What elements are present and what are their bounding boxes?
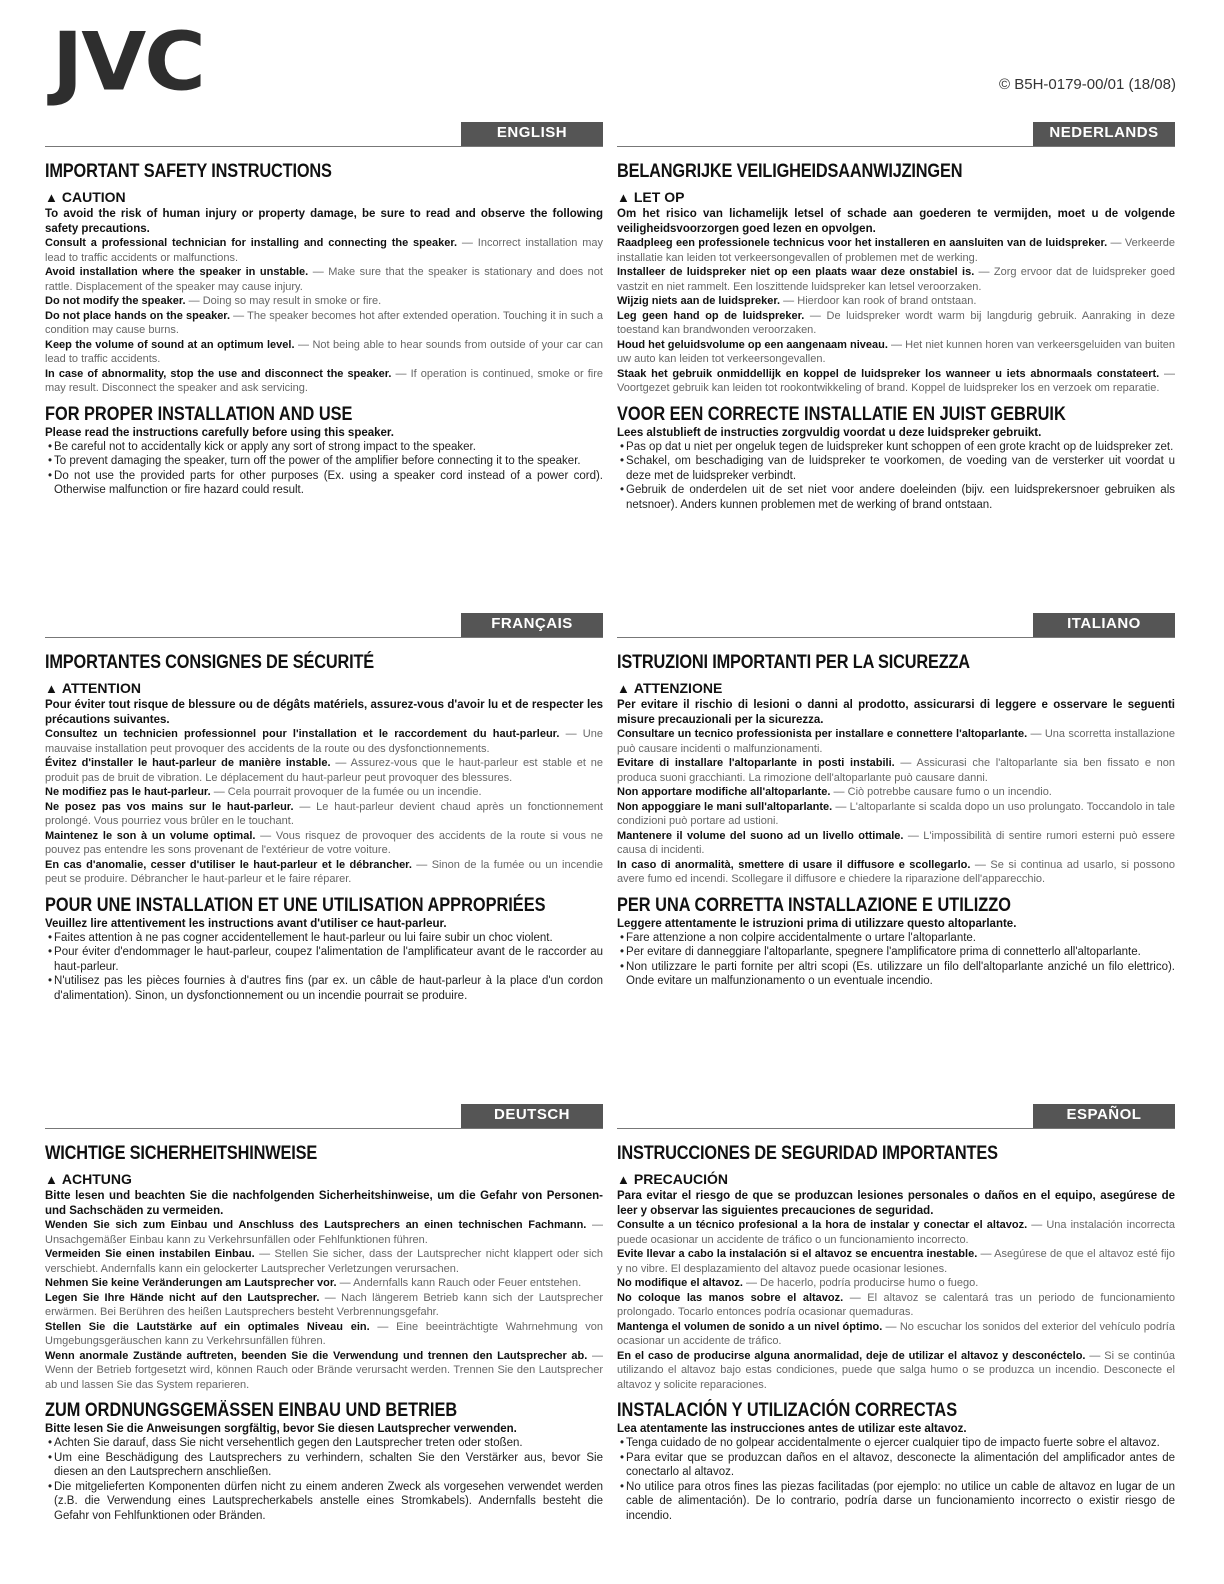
precaution-heading: Leg geen hand op de luidspreker. [617, 309, 805, 322]
caution-intro: Per evitare il rischio di lesioni o danni al prodotto, assicurarsi di leggere e osservare le seguenti misure precauzionali per la sicurezza. [617, 699, 1175, 726]
language-label: ESPAÑOL [1033, 1104, 1175, 1128]
precaution-heading: Ne modifiez pas le haut-parleur. [45, 786, 211, 798]
usage-bullet: • Die mitgelieferten Komponenten dürfen nicht zu einem anderen Zweck als vorgesehen verwendet werden (z.B. die Verwendung eines Lautsprecherkabels anstelle eines Stromkabels). Andernfalls besteht die Gefahr von Fehlfunktionen oder Bränden. [45, 1480, 603, 1524]
section-english [45, 122, 603, 498]
usage-bullet: • Tenga cuidado de no golpear accidentalmente o ejercer cualquier tipo de impacto fuerte sobre el altavoz. [617, 1436, 1175, 1451]
precaution-item: Evite llevar a cabo la instalación si el altavoz se encuentra inestable. — Asegúrese de que el altavoz esté fijo y no vibre. El desplazamiento del altavoz puede ocasionar lesiones. [617, 1248, 1175, 1275]
precaution-heading: Nehmen Sie keine Veränderungen am Lautsprecher vor. [45, 1277, 337, 1289]
precaution-item: Consult a professional technician for installing and connecting the speaker. — Incorrect installation may lead to traffic accidents or malfunctions. [45, 237, 603, 264]
usage-bullet: • Be careful not to accidentally kick or apply any sort of strong impact to the speaker. [45, 440, 603, 455]
language-header [45, 1104, 603, 1129]
language-header [617, 1104, 1175, 1129]
precaution-heading: No modifique el altavoz. [617, 1277, 743, 1289]
precaution-text: Make sure that the speaker is stationary and does not rattle. Displacement of the speaker may cause injury. [45, 266, 603, 293]
caution-label: CAUTION [61, 189, 126, 205]
precaution-heading: Staak het gebruik onmiddellijk en koppel de luidspreker los wanneer u iets abnormaals constateert. [617, 367, 1160, 380]
warning-icon: ▲ [617, 681, 630, 696]
usage-bullet: • Fare attenzione a non colpire accidentalmente o urtare l'altoparlante. [617, 931, 1175, 946]
warning-icon: ▲ [617, 190, 630, 205]
precaution-item: In case of abnormality, stop the use and disconnect the speaker. — If operation is continued, smoke or fire may result. Disconnect the speaker and ask servicing. [45, 367, 603, 394]
section-deutsch [45, 1104, 603, 1523]
precaution-item: Maintenez le son à un volume optimal. — Vous risquez de provoquer des accidents de la route si vous ne pouvez pas entendre les sons provenant de l'extérieur de votre voiture. [45, 829, 603, 856]
caution-intro: Para evitar el riesgo de que se produzcan lesiones personales o daños en el equipo, asegúrese de leer y observar las siguientes precauciones de seguridad. [617, 1190, 1175, 1217]
caution-label: PRECAUCIÓN [633, 1171, 728, 1187]
precaution-item: Leg geen hand op de luidspreker. — De luidspreker wordt warm bij langdurig gebruik. Aanraking in deze toestand kan brandwonden veroorzaken. [617, 309, 1175, 336]
precaution-heading: En cas d'anomalie, cesser d'utiliser le haut-parleur et le débrancher. [45, 858, 412, 871]
precaution-heading: No coloque las manos sobre el altavoz. [617, 1291, 844, 1304]
precaution-heading: Ne posez pas vos mains sur le haut-parleur. [45, 800, 294, 813]
precaution-text: De luidspreker wordt warm bij langdurig gebruik. Aanraking in deze toestand kan brandwonden veroorzaken. [617, 309, 1175, 336]
precaution-text: Si se continúa utilizando el altavoz bajo estas condiciones, puede que salga humo o se produzca un incendio. Desconecte el altavoz y solicite reparaciones. [617, 1349, 1175, 1391]
caution-label: LET OP [633, 189, 685, 205]
precaution-text: Wenn der Betrieb fortgesetzt wird, können Rauch oder Brände verursacht werden. Trennen Sie den Lautsprecher ab und lassen Sie das System reparieren. [45, 1364, 603, 1391]
usage-intro: Lea atentamente las instrucciones antes de utilizar este altavoz. [617, 1423, 967, 1435]
precaution-item: Vermeiden Sie einen instabilen Einbau. — Stellen Sie sicher, dass der Lautsprecher nicht klappert oder sich verschiebt. Andernfalls kann ein gelockerter Lautsprecher Verletzungen verursachen. [45, 1248, 603, 1275]
caution-intro: To avoid the risk of human injury or property damage, be sure to read and observe the following safety precautions. [45, 208, 603, 235]
language-label: NEDERLANDS [1033, 122, 1175, 146]
language-label: FRANÇAIS [461, 613, 603, 637]
warning-icon: ▲ [45, 190, 58, 205]
section-italiano [617, 613, 1175, 989]
precaution-item: Non appoggiare le mani sull'altoparlante. — L'altoparlante si scalda dopo un uso prolungato. Toccandolo in tale condizioni può portare ad ustioni. [617, 800, 1175, 827]
precaution-text: Andernfalls kann Rauch oder Feuer entstehen. [353, 1277, 582, 1289]
warning-icon: ▲ [45, 1172, 58, 1187]
precaution-text: Asegúrese de que el altavoz esté fijo y no vibre. El desplazamiento del altavoz puede ocasionar lesiones. [617, 1248, 1175, 1275]
precaution-heading: Non appoggiare le mani sull'altoparlante. [617, 800, 833, 813]
precaution-item: Ne modifiez pas le haut-parleur. — Cela pourrait provoquer de la fumée ou un incendie. [45, 786, 482, 798]
precaution-item: Legen Sie Ihre Hände nicht auf den Lautsprecher. — Nach längerem Betrieb kann sich der Lautsprecher erwärmen. Bei Berühren des heißen Lautsprechers besteht Verbrennungsgefahr. [45, 1291, 603, 1318]
precaution-item: Avoid installation where the speaker in unstable. — Make sure that the speaker is stationary and does not rattle. Displacement of the speaker may cause injury. [45, 266, 603, 293]
precaution-heading: Maintenez le son à un volume optimal. [45, 829, 256, 842]
precaution-text: Unsachgemäßer Einbau kann zu Verkehrsunfällen oder Fehlfunktionen führen. [45, 1233, 428, 1246]
precaution-text: Assicurasi che l'altoparlante sia ben fissato e non produca suoni gracchianti. La rimozione dell'altoparlante può causare danni. [617, 757, 1175, 784]
precaution-heading: Stellen Sie die Lautstärke auf ein optimales Niveau ein. [45, 1320, 370, 1333]
usage-bullet: • Do not use the provided parts for other purposes (Ex. using a speaker cord instead of a power cord). Otherwise malfunction or fire hazard could result. [45, 469, 603, 498]
section-nederlands [617, 122, 1175, 512]
precaution-text: Nach längerem Betrieb kann sich der Lautsprecher erwärmen. Bei Berühren des heißen Lautsprechers besteht Verbrennungsgefahr. [45, 1291, 603, 1318]
precaution-heading: Consultez un technicien professionnel pour l'installation et le raccordement du haut-parleur. [45, 728, 560, 740]
usage-bullet: • Achten Sie darauf, dass Sie nicht versehentlich gegen den Lautsprecher treten oder stoßen. [45, 1436, 603, 1451]
precaution-item: Stellen Sie die Lautstärke auf ein optimales Niveau ein. — Eine beeinträchtigte Wahrnehmung von Umgebungsgeräuschen kann zu Verkehrsunfällen führen. [45, 1320, 603, 1347]
caution-heading [45, 680, 603, 696]
precaution-heading: Evite llevar a cabo la instalación si el altavoz se encuentra inestable. [617, 1248, 978, 1260]
caution-heading [617, 1171, 1175, 1187]
precaution-heading: En el caso de producirse alguna anormalidad, deje de utilizar el altavoz y desconéctelo. [617, 1349, 1086, 1362]
section-subtitle: VOOR EEN CORRECTE INSTALLATIE EN JUIST GEBRUIK [617, 403, 1066, 425]
precaution-item: En el caso de producirse alguna anormalidad, deje de utilizar el altavoz y desconéctelo. — Si se continúa utilizando el altavoz bajo estas condiciones, puede que salga humo o se produzca un incendio. Desconecte el altavoz y solicite reparaciones. [617, 1349, 1175, 1391]
section-francais [45, 613, 603, 1003]
precaution-item: Ne posez pas vos mains sur le haut-parleur. — Le haut-parleur devient chaud après un fonctionnement prolongé. Vous pourriez vous brûler en le touchant. [45, 800, 603, 827]
precaution-item: En cas d'anomalie, cesser d'utiliser le haut-parleur et le débrancher. — Sinon de la fumée ou un incendie peut se produire. Débrancher le haut-parleur et le faire réparer. [45, 858, 603, 885]
usage-bullet: • N'utilisez pas les pièces fournies à d'autres fins (par ex. un câble de haut-parleur à la place d'un cordon d'alimentation). Sinon, un dysfonctionnement ou un incendie pourrait se produire. [45, 974, 603, 1003]
language-header [45, 122, 603, 147]
precaution-item: Consultare un tecnico professionista per installare e connettere l'altoparlante. — Una scorretta installazione può causare incidenti o malfunzionamenti. [617, 728, 1176, 755]
precaution-heading: Installeer de luidspreker niet op een plaats waar deze onstabiel is. [617, 266, 975, 278]
usage-list [617, 440, 1175, 513]
precaution-item: Do not modify the speaker. — Doing so may result in smoke or fire. [45, 295, 382, 307]
language-header [617, 122, 1175, 147]
caution-heading [45, 189, 603, 205]
precaution-text: Hierdoor kan rook of brand ontstaan. [797, 295, 977, 307]
usage-list [617, 931, 1175, 989]
usage-list [45, 931, 603, 1004]
usage-intro: Lees alstublieft de instructies zorgvuldig voordat u deze luidspreker gebruikt. [617, 426, 1042, 439]
precaution-heading: Keep the volume of sound at an optimum level. [45, 338, 295, 351]
precaution-item: Mantenere il volume del suono ad un livello ottimale. — L'impossibilità di sentire rumori esterni può essere causa di incidenti. [617, 829, 1175, 856]
usage-bullet: • Non utilizzare le parti fornite per altri scopi (Es. utilizzare un filo dell'altoparlante anziché un filo elettrico). Onde evitare un malfunzionamento o un eventuale incendio. [617, 960, 1175, 989]
precaution-item: Keep the volume of sound at an optimum level. — Not being able to hear sounds from outside of your car can lead to traffic accidents. [45, 338, 603, 365]
precaution-heading: Wijzig niets aan de luidspreker. [617, 295, 781, 307]
section-title: WICHTIGE SICHERHEITSHINWEISE [45, 1143, 318, 1164]
precaution-heading: Wenn anormale Zustände auftreten, beenden Sie die Verwendung und trennen den Lautsprecher ab. [45, 1349, 588, 1362]
usage-bullet: • Schakel, om beschadiging van de luidspreker te voorkomen, de voeding van de versterker uit voordat u deze met de luidspreker verbindt. [617, 454, 1175, 483]
precaution-text: Voortgezet gebruik kan leiden tot rookontwikkeling of brand. Koppel de luidspreker los en verzoek om reparatie. [617, 382, 1160, 394]
precaution-heading: In case of abnormality, stop the use and disconnect the speaker. [45, 367, 392, 380]
precaution-text: Not being able to hear sounds from outside of your car can lead to traffic accidents. [45, 338, 603, 365]
language-label: ITALIANO [1033, 613, 1175, 637]
precaution-text: De hacerlo, podría producirse humo o fuego. [760, 1277, 979, 1289]
section-title: ISTRUZIONI IMPORTANTI PER LA SICUREZZA [617, 652, 970, 673]
usage-intro: Leggere attentamente le istruzioni prima di utilizzare questo altoparlante. [617, 917, 1017, 930]
precaution-text: Het niet kunnen horen van verkeersgeluiden van buiten uw auto kan leiden tot verkeersongevallen. [617, 338, 1175, 365]
precaution-heading: Vermeiden Sie einen instabilen Einbau. [45, 1248, 255, 1260]
precaution-heading: In caso di anormalità, smettere di usare il diffusore e scollegarlo. [617, 858, 971, 871]
precaution-item: Évitez d'installer le haut-parleur de manière instable. — Assurez-vous que le haut-parleur est stable et ne produit pas de bruit de vibration. Le déplacement du haut-parleur peut provoquer des blessures. [45, 757, 603, 784]
precaution-text: Le haut-parleur devient chaud après un fonctionnement prolongé. Vous pourriez vous brûler en le touchant. [45, 800, 603, 827]
precaution-text: Se si continua ad usarlo, si possono avere fumo ed incendi. Scollegare il diffusore e chiedere la riparazione dell'apparecchio. [617, 858, 1175, 885]
precaution-item: Non apportare modifiche all'altoparlante. — Ciò potrebbe causare fumo o un incendio. [617, 786, 1052, 798]
precaution-item: Wijzig niets aan de luidspreker. — Hierdoor kan rook of brand ontstaan. [617, 295, 977, 307]
precaution-item: No modifique el altavoz. — De hacerlo, podría producirse humo o fuego. [617, 1277, 979, 1289]
precaution-heading: Avoid installation where the speaker in unstable. [45, 266, 309, 278]
section-espanol [617, 1104, 1175, 1523]
precaution-item: Consulte a un técnico profesional a la hora de instalar y conectar el altavoz. — Una instalación incorrecta puede ocasionar un accidente de tráfico o un funcionamiento incorrecto. [617, 1219, 1175, 1246]
section-title: BELANGRIJKE VEILIGHEIDSAANWIJZINGEN [617, 161, 963, 182]
precaution-text: Ciò potrebbe causare fumo o un incendio. [847, 786, 1052, 798]
jvc-logo: JVC [52, 15, 204, 109]
caution-intro: Bitte lesen und beachten Sie die nachfolgenden Sicherheitshinweise, um die Gefahr von Personen- und Sachschäden zu vermeiden. [45, 1190, 603, 1217]
precaution-heading: Wenden Sie sich zum Einbau und Anschluss des Lautsprechers an einen technischen Fachmann. [45, 1219, 587, 1231]
precaution-item: Evitare di installare l'altoparlante in posti instabili. — Assicurasi che l'altoparlante sia ben fissato e non produca suoni gracchianti. La rimozione dell'altoparlante può causare danni. [617, 757, 1175, 784]
precaution-heading: Do not place hands on the speaker. [45, 309, 231, 322]
precaution-item: Wenden Sie sich zum Einbau und Anschluss des Lautsprechers an einen technischen Fachmann. — Unsachgemäßer Einbau kann zu Verkehrsunfällen oder Fehlfunktionen führen. [45, 1219, 603, 1246]
precaution-heading: Consulte a un técnico profesional a la hora de instalar y conectar el altavoz. [617, 1219, 1028, 1231]
precaution-text: Assurez-vous que le haut-parleur est stable et ne produit pas de bruit de vibration. Le déplacement du haut-parleur peut provoquer des blessures. [45, 757, 603, 784]
caution-label: ACHTUNG [61, 1171, 132, 1187]
precaution-text: Stellen Sie sicher, dass der Lautsprecher nicht klappert oder sich verschiebt. Andernfalls kann ein gelockerter Lautsprecher Verletzungen verursachen. [45, 1248, 603, 1275]
precaution-text: Sinon de la fumée ou un incendie peut se produire. Débrancher le haut-parleur et le faire réparer. [45, 858, 603, 885]
section-title: IMPORTANTES CONSIGNES DE SÉCURITÉ [45, 652, 375, 673]
precaution-heading: Évitez d'installer le haut-parleur de manière instable. [45, 757, 331, 769]
precaution-text: Eine beeinträchtigte Wahrnehmung von Umgebungsgeräuschen kann zu Verkehrsunfällen führen. [45, 1320, 603, 1347]
precaution-text: El altavoz se calentará tras un periodo de funcionamiento prolongado. Tocarlo entonces podría ocasionar quemaduras. [617, 1291, 1176, 1318]
precaution-item: Houd het geluidsvolume op een aangenaam niveau. — Het niet kunnen horen van verkeersgeluiden van buiten uw auto kan leiden tot verkeersongevallen. [617, 338, 1175, 365]
precaution-item: Staak het gebruik onmiddellijk en koppel de luidspreker los wanneer u iets abnormaals constateert. — Voortgezet gebruik kan leiden tot rookontwikkeling of brand. Koppel de luidspreker los en verzoek om reparatie. [617, 367, 1175, 394]
precaution-item: In caso di anormalità, smettere di usare il diffusore e scollegarlo. — Se si continua ad usarlo, si possono avere fumo ed incendi. Scollegare il diffusore e chiedere la riparazione dell'apparecchio. [617, 858, 1175, 885]
precaution-heading: Evitare di installare l'altoparlante in posti instabili. [617, 757, 895, 769]
precaution-item: Wenn anormale Zustände auftreten, beenden Sie die Verwendung und trennen den Lautsprecher ab. — Wenn der Betrieb fortgesetzt wird, können Rauch oder Brände verursacht werden. Trennen Sie den Lautsprecher ab und lassen Sie das System reparieren. [45, 1349, 603, 1391]
caution-label: ATTENZIONE [633, 680, 723, 696]
usage-bullet: • No utilice para otros fines las piezas facilitadas (por ejemplo: no utilice un cable de altavoz en lugar de un cable de alimentación). De lo contrario, podría darse un funcionamiento incorrecto o existir riesgo de incendio. [617, 1480, 1175, 1524]
precaution-text: Vous risquez de provoquer des accidents de la route si vous ne pouvez pas entendre les sons provenant de l'extérieur de votre voiture. [45, 829, 603, 856]
section-subtitle: ZUM ORDNUNGSGEMÄSSEN EINBAU UND BETRIEB [45, 1400, 458, 1421]
precaution-text: No escuchar los sonidos del exterior del vehículo podría ocasionar un accidente de tráfico. [617, 1320, 1175, 1347]
precaution-text: Una instalación incorrecta puede ocasionar un accidente de tráfico o un funcionamiento incorrecto. [617, 1219, 1175, 1246]
usage-bullet: • Pas op dat u niet per ongeluk tegen de luidspreker kunt schoppen of een grote kracht op de luidspreker zet. [617, 440, 1175, 455]
precaution-text: Zorg ervoor dat de luidspreker goed vastzit en niet rammelt. Een loszittende luidspreker kan letsel veroorzaken. [617, 266, 1175, 293]
usage-bullet: • Pour éviter d'endommager le haut-parleur, coupez l'alimentation de l'amplificateur avant de le raccorder au haut-parleur. [45, 945, 603, 974]
caution-heading [617, 680, 1175, 696]
usage-list [617, 1436, 1175, 1523]
section-subtitle: POUR UNE INSTALLATION ET UNE UTILISATION APPROPRIÉES [45, 894, 546, 916]
caution-heading [45, 1171, 603, 1187]
precaution-text: Una scorretta installazione può causare incidenti o malfunzionamenti. [617, 728, 1176, 755]
precaution-text: L'impossibilità di sentire rumori esterni può essere causa di incidenti. [617, 829, 1175, 856]
precaution-heading: Non apportare modifiche all'altoparlante. [617, 786, 831, 798]
precaution-heading: Mantenga el volumen de sonido a un nivel óptimo. [617, 1320, 883, 1333]
usage-bullet: • To prevent damaging the speaker, turn off the power of the amplifier before connecting it to the speaker. [45, 454, 603, 469]
precaution-text: Verkeerde installatie kan leiden tot verkeersongevallen of problemen met de werking. [617, 237, 1175, 264]
precaution-item: Consultez un technicien professionnel pour l'installation et le raccordement du haut-parleur. — Une mauvaise installation peut provoquer des accidents de la route ou des dysfonctionnements. [45, 728, 603, 755]
language-label: ENGLISH [461, 122, 603, 146]
usage-list [45, 1436, 603, 1523]
usage-bullet: • Faites attention à ne pas cogner accidentellement le haut-parleur ou lui faire subir un choc violent. [45, 931, 603, 946]
section-title: INSTRUCCIONES DE SEGURIDAD IMPORTANTES [617, 1143, 998, 1164]
usage-intro: Please read the instructions carefully before using this speaker. [45, 426, 394, 439]
precaution-heading: Consult a professional technician for installing and connecting the speaker. [45, 237, 458, 249]
usage-list [45, 440, 603, 498]
precaution-item: Raadpleeg een professionele technicus voor het installeren en aansluiten van de luidspreker. — Verkeerde installatie kan leiden tot verkeersongevallen of problemen met de werking. [617, 237, 1175, 264]
precaution-item: Installeer de luidspreker niet op een plaats waar deze onstabiel is. — Zorg ervoor dat de luidspreker goed vastzit en niet rammelt. Een loszittende luidspreker kan letsel veroorzaken. [617, 266, 1175, 293]
section-subtitle: PER UNA CORRETTA INSTALLAZIONE E UTILIZZO [617, 894, 1011, 916]
usage-bullet: • Per evitare di danneggiare l'altoparlante, spegnere l'amplificatore prima di connetterlo all'altoparlante. [617, 945, 1175, 960]
precaution-item: Do not place hands on the speaker. — The speaker becomes hot after extended operation. Touching it in such a condition may cause burns. [45, 309, 603, 336]
precaution-text: Cela pourrait provoquer de la fumée ou un incendie. [227, 786, 482, 798]
language-header [45, 613, 603, 638]
precaution-item: Nehmen Sie keine Veränderungen am Lautsprecher vor. — Andernfalls kann Rauch oder Feuer entstehen. [45, 1277, 582, 1289]
precaution-heading: Legen Sie Ihre Hände nicht auf den Lautsprecher. [45, 1291, 320, 1304]
section-subtitle: INSTALACIÓN Y UTILIZACIÓN CORRECTAS [617, 1400, 958, 1421]
precaution-heading: Raadpleeg een professionele technicus voor het installeren en aansluiten van de luidspreker. [617, 237, 1108, 249]
language-label: DEUTSCH [461, 1104, 603, 1128]
section-subtitle: FOR PROPER INSTALLATION AND USE [45, 403, 353, 425]
precaution-heading: Houd het geluidsvolume op een aangenaam niveau. [617, 338, 888, 351]
usage-bullet: • Um eine Beschädigung des Lautsprechers zu verhindern, schalten Sie den Verstärker aus, bevor Sie diesen an den Lautsprechern anschließen. [45, 1451, 603, 1480]
precaution-heading: Consultare un tecnico professionista per installare e connettere l'altoparlante. [617, 728, 1028, 740]
caution-intro: Pour éviter tout risque de blessure ou de dégâts matériels, assurez-vous d'avoir lu et de respecter les précautions suivantes. [45, 699, 603, 726]
caution-heading [617, 189, 1175, 205]
caution-intro: Om het risico van lichamelijk letsel of schade aan goederen te vermijden, moet u de volgende veiligheidsvoorzorgen goed lezen en opvolgen. [617, 208, 1175, 235]
usage-intro: Veuillez lire attentivement les instructions avant d'utiliser ce haut-parleur. [45, 917, 447, 930]
usage-bullet: • Para evitar que se produzcan daños en el altavoz, desconecte la alimentación del amplificador antes de conectarlo al altavoz. [617, 1451, 1175, 1480]
usage-intro: Bitte lesen Sie die Anweisungen sorgfältig, bevor Sie diesen Lautsprecher verwenden. [45, 1423, 517, 1435]
precaution-text: If operation is continued, smoke or fire may result. Disconnect the speaker and ask servicing. [45, 367, 603, 394]
precaution-text: Une mauvaise installation peut provoquer des accidents de la route ou des dysfonctionnements. [45, 728, 603, 755]
precaution-text: L'altoparlante si scalda dopo un uso prolungato. Toccandolo in tale condizioni può portare ad ustioni. [617, 800, 1175, 827]
precaution-heading: Do not modify the speaker. [45, 295, 186, 307]
document-number: © B5H-0179-00/01 (18/08) [999, 76, 1176, 93]
precaution-item: Mantenga el volumen de sonido a un nivel óptimo. — No escuchar los sonidos del exterior del vehículo podría ocasionar un accidente de tráfico. [617, 1320, 1175, 1347]
section-title: IMPORTANT SAFETY INSTRUCTIONS [45, 161, 332, 182]
precaution-heading: Mantenere il volume del suono ad un livello ottimale. [617, 829, 904, 842]
precaution-text: Doing so may result in smoke or fire. [202, 295, 382, 307]
precaution-text: The speaker becomes hot after extended operation. Touching it in such a condition may cause burns. [45, 309, 603, 336]
warning-icon: ▲ [45, 681, 58, 696]
usage-bullet: • Gebruik de onderdelen uit de set niet voor andere doeleinden (bijv. een luidsprekersnoer gebruiken als netsnoer). Anders kunnen problemen met de werking of brand ontstaan. [617, 483, 1175, 512]
precaution-text: Incorrect installation may lead to traffic accidents or malfunctions. [45, 237, 603, 264]
language-header [617, 613, 1175, 638]
precaution-item: No coloque las manos sobre el altavoz. — El altavoz se calentará tras un periodo de funcionamiento prolongado. Tocarlo entonces podría ocasionar quemaduras. [617, 1291, 1176, 1318]
caution-label: ATTENTION [61, 680, 141, 696]
warning-icon: ▲ [617, 1172, 630, 1187]
